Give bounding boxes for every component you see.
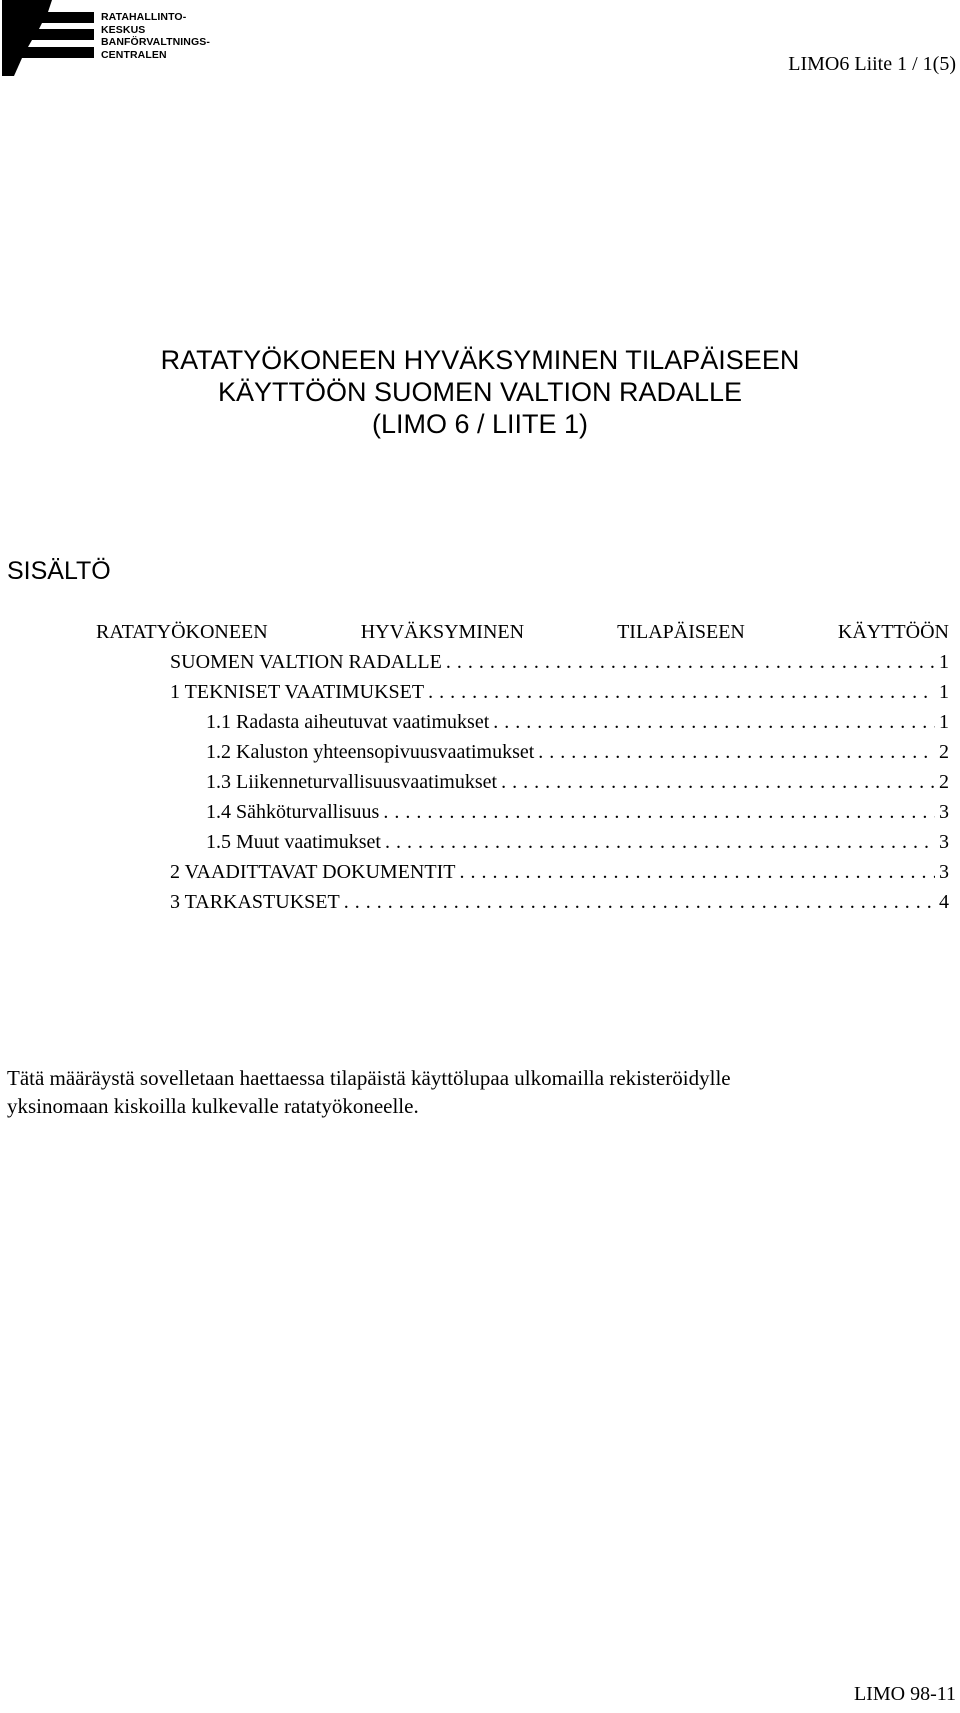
intro-line: yksinomaan kiskoilla kulkevalle ratatyökoneelle. [7, 1094, 419, 1118]
toc-entry-title-line[interactable] [96, 617, 949, 647]
toc-word: KÄYTTÖÖN [837, 621, 949, 643]
toc-entry-page: 2 [939, 771, 949, 793]
toc-dot-leader [340, 887, 935, 917]
intro-line: Tätä määräystä sovelletaan haettaessa tilapäistä käyttölupaa ulkomailla rekisteröidylle [7, 1066, 731, 1090]
toc-entry[interactable] [96, 707, 949, 737]
organization-name [101, 11, 210, 61]
intro-paragraph [7, 1064, 952, 1120]
toc-entry-page: 3 [939, 861, 949, 883]
toc-entry-page: 2 [939, 741, 949, 763]
toc-entry-page: 3 [939, 801, 949, 823]
footer-code: LIMO 98-11 [853, 1683, 956, 1705]
title-line: KÄYTTÖÖN SUOMEN VALTION RADALLE [217, 377, 743, 407]
toc-dot-leader [534, 737, 935, 767]
toc-entry-page: 1 [939, 681, 949, 703]
toc-dot-leader [489, 707, 935, 737]
toc-dot-leader [442, 647, 935, 677]
toc-entry[interactable] [96, 827, 949, 857]
toc-entry-page: 4 [939, 891, 949, 913]
toc-entry-page: 3 [939, 831, 949, 853]
toc-entry-label: 2 VAADITTAVAT DOKUMENTIT [170, 861, 456, 883]
toc-word: HYVÄKSYMINEN [360, 621, 525, 643]
toc-entry[interactable] [96, 647, 949, 677]
toc-dot-leader [381, 827, 935, 857]
toc-entry[interactable] [96, 677, 949, 707]
toc-entry-label: 1.4 Sähköturvallisuus [206, 801, 380, 823]
org-line: KESKUS [101, 23, 146, 36]
toc-entry-label: 1.3 Liikenneturvallisuusvaatimukset [206, 771, 498, 793]
toc-word: RATATYÖKONEEN [96, 621, 268, 643]
toc-dot-leader [379, 797, 935, 827]
toc-entry[interactable] [96, 797, 949, 827]
document-title [0, 344, 960, 440]
org-line: BANFÖRVALTNINGS- [101, 36, 210, 48]
ratahallintokeskus-logo [2, 0, 96, 76]
toc-entry-label: 3 TARKASTUKSET [170, 891, 340, 913]
toc-entry[interactable] [96, 857, 949, 887]
toc-entry-label: 1.5 Muut vaatimukset [206, 831, 381, 853]
title-line: RATATYÖKONEEN HYVÄKSYMINEN TILAPÄISEEN [160, 345, 800, 375]
toc-entry-label: 1.1 Radasta aiheutuvat vaatimukset [206, 711, 490, 733]
toc-entry[interactable] [96, 887, 949, 917]
toc-entry[interactable] [96, 737, 949, 767]
title-line: (LIMO 6 / LIITE 1) [371, 409, 589, 439]
toc-dot-leader [455, 857, 935, 887]
toc-entry-page: 1 [939, 651, 949, 673]
toc-entry[interactable] [96, 767, 949, 797]
toc-dot-leader [497, 767, 935, 797]
toc-entry-page: 1 [939, 711, 949, 733]
document-reference: LIMO6 Liite 1 / 1(5) [788, 53, 956, 75]
toc-word: TILAPÄISEEN [617, 621, 745, 643]
toc-entry-label: 1 TEKNISET VAATIMUKSET [170, 681, 425, 703]
toc-entry-label: 1.2 Kaluston yhteensopivuusvaatimukset [206, 741, 535, 763]
toc-dot-leader [424, 677, 935, 707]
toc-heading: SISÄLTÖ [7, 557, 111, 585]
org-line: RATAHALLINTO- [101, 11, 187, 23]
table-of-contents [96, 617, 949, 917]
org-line: CENTRALEN [101, 48, 167, 61]
toc-entry-label: SUOMEN VALTION RADALLE [170, 651, 442, 673]
